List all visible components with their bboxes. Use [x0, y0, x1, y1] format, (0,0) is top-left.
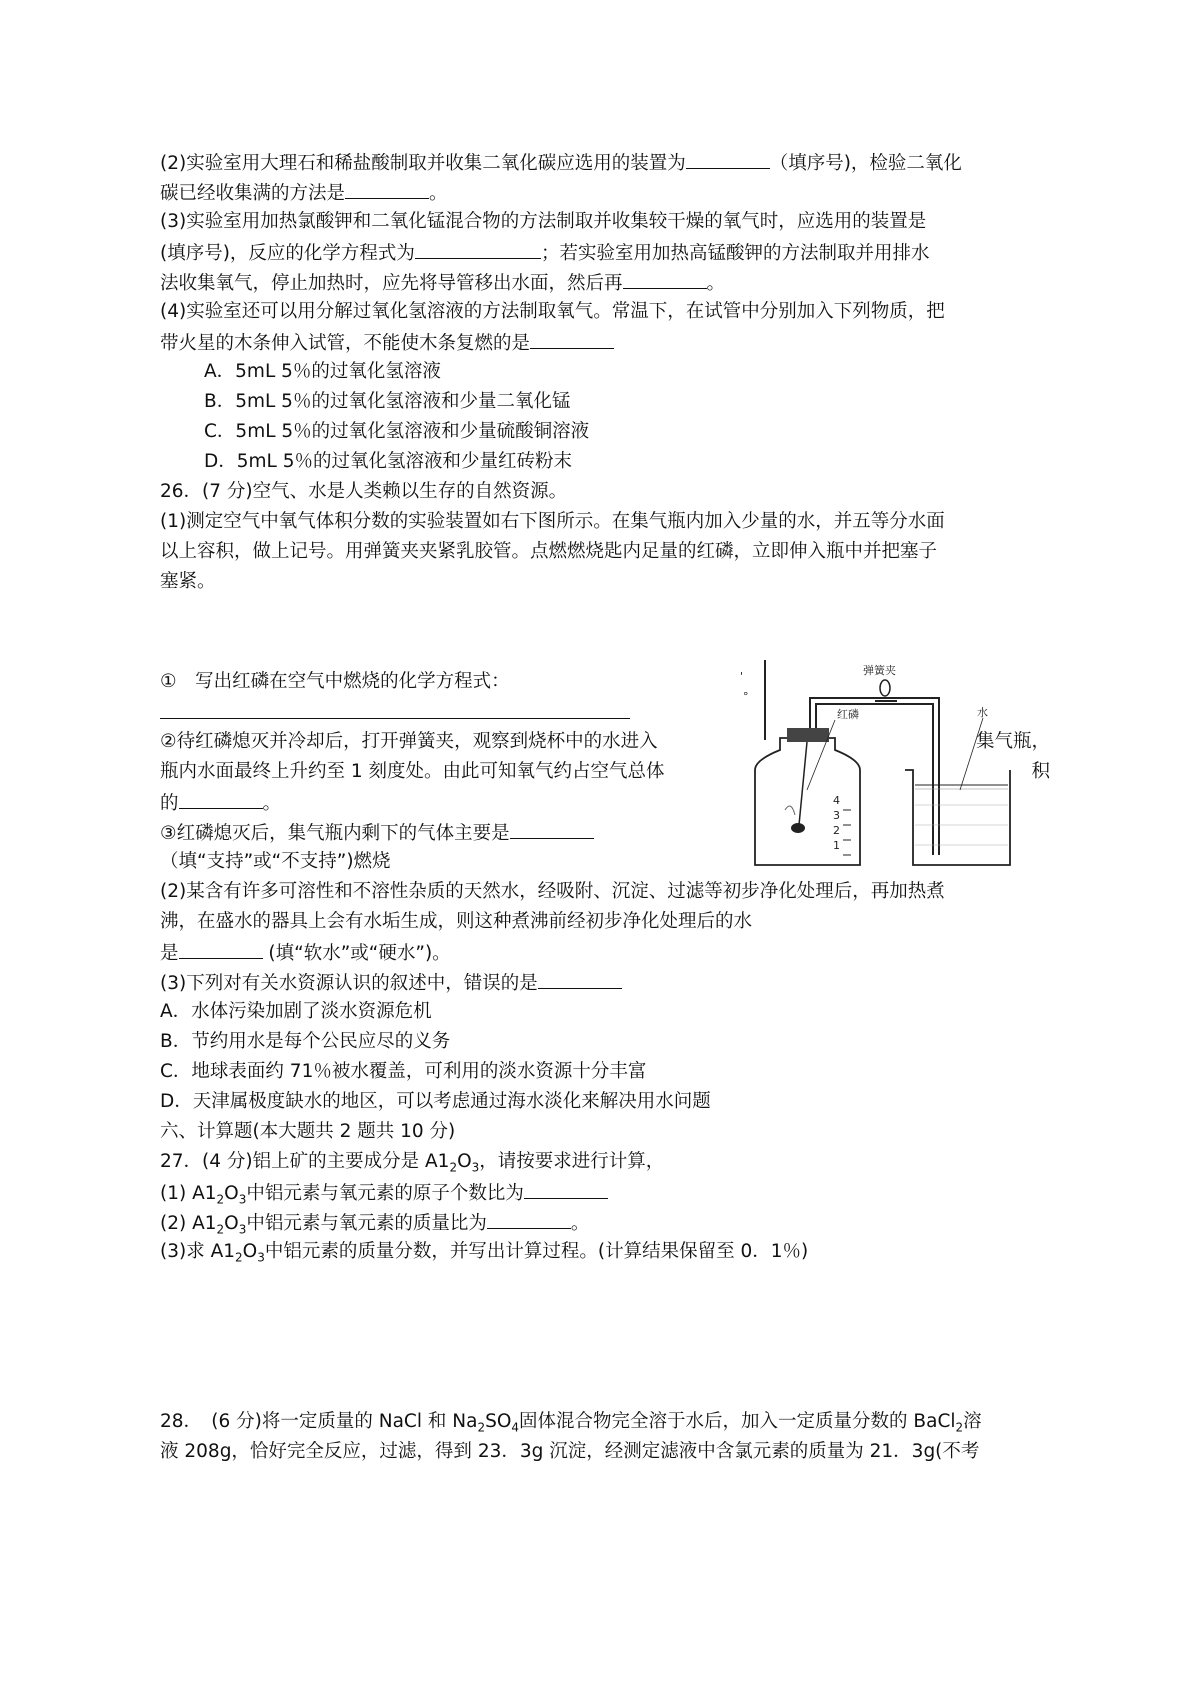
q26-part1-line1: (1)测定空气中氧气体积分数的实验装置如右下图所示。在集气瓶内加入少量的水，并五等分水面: [160, 511, 945, 532]
answer-blank[interactable]: [179, 940, 263, 959]
q25-option-a: A．5mL 5％的过氧化氢溶液: [204, 361, 441, 382]
scale-mark-2: 2: [833, 824, 840, 837]
q25-part2-line1: (2)实验室用大理石和稀盐酸制取并收集二氧化碳应选用的装置为 （填序号)，检验二氧化: [160, 150, 962, 176]
q27-part1: (1) $A1_2O_3$中铝元素与氧元素的原子个数比为: [160, 1180, 608, 1206]
q26-sub2-line1: ②待红磷熄灭并冷却后，打开弹簧夹，观察到烧杯中的水进入 集气瓶，: [160, 731, 1050, 752]
q25-part3-line1: (3)实验室用加热氯酸钾和二氧化锰混合物的方法制取并收集较干燥的氧气时，应选用的装置是: [160, 211, 927, 232]
section-6-heading: 六、计算题(本大题共 2 题共 10 分): [160, 1121, 456, 1142]
q26-option-a: A．水体污染加剧了淡水资源危机: [160, 1001, 432, 1022]
q26-part1-line2: 以上容积，做上记号。用弹簧夹夹紧乳胶管。点燃燃烧匙内足量的红磷，立即伸入瓶中并把塞子: [160, 541, 938, 562]
answer-blank[interactable]: [524, 1180, 608, 1199]
q26-part3: (3)下列对有关水资源认识的叙述中，错误的是: [160, 970, 622, 996]
answer-blank[interactable]: [487, 1210, 571, 1229]
q26-sub1: ① 写出红磷在空气中燃烧的化学方程式：: [160, 671, 510, 692]
label-red-phosphorus: 红磷: [837, 708, 859, 721]
q26-option-c: C．地球表面约 71％被水覆盖，可利用的淡水资源十分丰富: [160, 1061, 647, 1082]
q25-option-c: C．5mL 5％的过氧化氢溶液和少量硫酸铜溶液: [204, 421, 590, 442]
q26-sub2-line2: 瓶内水面最终上升约至 1 刻度处。由此可知氧气约占空气总体 积: [160, 761, 1050, 782]
q25-part4-line1: (4)实验室还可以用分解过氧化氢溶液的方法制取氧气。常温下，在试管中分别加入下列物质，把: [160, 301, 945, 322]
q26-sub1-answer-line[interactable]: [160, 700, 630, 726]
q25-option-b: B．5mL 5％的过氧化氢溶液和少量二氧化锰: [204, 391, 571, 412]
label-spring-clamp: 弹簧夹: [863, 664, 896, 677]
q26-part1-line3: 塞紧。: [160, 571, 216, 592]
scale-mark-4: 4: [833, 794, 840, 807]
answer-blank[interactable]: [623, 270, 707, 289]
q26-sub3-line2: （填“支持”或“不支持”)燃烧: [160, 851, 391, 872]
q27-part2: (2) $A1_2O_3$中铝元素与氧元素的质量比为 。: [160, 1210, 589, 1236]
q25-part4-line2: 带火星的木条伸入试管，不能使木条复燃的是: [160, 330, 614, 356]
oxygen-apparatus-diagram: [735, 660, 1045, 870]
q26-sub3-line1: ③红磷熄灭后，集气瓶内剩下的气体主要是: [160, 820, 594, 846]
answer-blank[interactable]: [345, 180, 429, 199]
q26-part2-line2: 沸，在盛水的器具上会有水垢生成，则这种煮沸前经初步净化处理后的水: [160, 911, 753, 932]
answer-blank[interactable]: [415, 240, 541, 259]
answer-blank[interactable]: [179, 790, 263, 809]
q26-option-d: D．天津属极度缺水的地区，可以考虑通过海水淡化来解决用水问题: [160, 1091, 711, 1112]
svg-text:': ': [740, 670, 744, 683]
answer-blank[interactable]: [538, 970, 622, 989]
q25-option-d: D．5mL 5％的过氧化氢溶液和少量红砖粉末: [204, 451, 572, 472]
q25-part3-line3: 法收集氧气，停止加热时，应先将导管移出水面，然后再 。: [160, 270, 725, 296]
answer-blank[interactable]: [686, 150, 770, 169]
q27-intro: 27．(4 分)铝上矿的主要成分是 $A1_2O_3$，请按要求进行计算，: [160, 1151, 665, 1175]
q26-part2-line3: 是 (填“软水”或“硬水”)。: [160, 940, 451, 966]
q25-part3-line2: (填序号)，反应的化学方程式为 ；若实验室用加热高锰酸钾的方法制取并用排水: [160, 240, 929, 266]
q27-part3: (3)求 $A1_2O_3$中铝元素的质量分数，并写出计算过程。(计算结果保留至 0．1％): [160, 1241, 809, 1265]
scale-mark-1: 1: [833, 839, 840, 852]
q26-title: 26．(7 分)空气、水是人类赖以生存的自然资源。: [160, 481, 568, 502]
q26-sub2-line3: 的 。: [160, 790, 281, 816]
answer-blank[interactable]: [510, 820, 594, 839]
q28-line1: 28． (6 分)将一定质量的 NaCl 和 $Na_2SO_4$固体混合物完全溶于水后，加入一定质量分数的 BaCl$_2$溶: [160, 1411, 982, 1435]
scale-mark-3: 3: [833, 809, 840, 822]
q26-part2-line1: (2)某含有许多可溶性和不溶性杂质的天然水，经吸附、沉淀、过滤等初步净化处理后，再加热煮: [160, 881, 945, 902]
svg-text:°: °: [743, 690, 749, 703]
label-water: 水: [977, 706, 988, 719]
q28-line2: 液 208g，恰好完全反应，过滤，得到 23．3g 沉淀，经测定滤液中含氯元素的质量为 21．3g(不考: [160, 1441, 980, 1462]
q25-part2-line2: 碳已经收集满的方法是 。: [160, 180, 448, 206]
answer-blank[interactable]: [530, 330, 614, 349]
answer-blank[interactable]: [160, 700, 630, 719]
q26-option-b: B．节约用水是每个公民应尽的义务: [160, 1031, 451, 1052]
